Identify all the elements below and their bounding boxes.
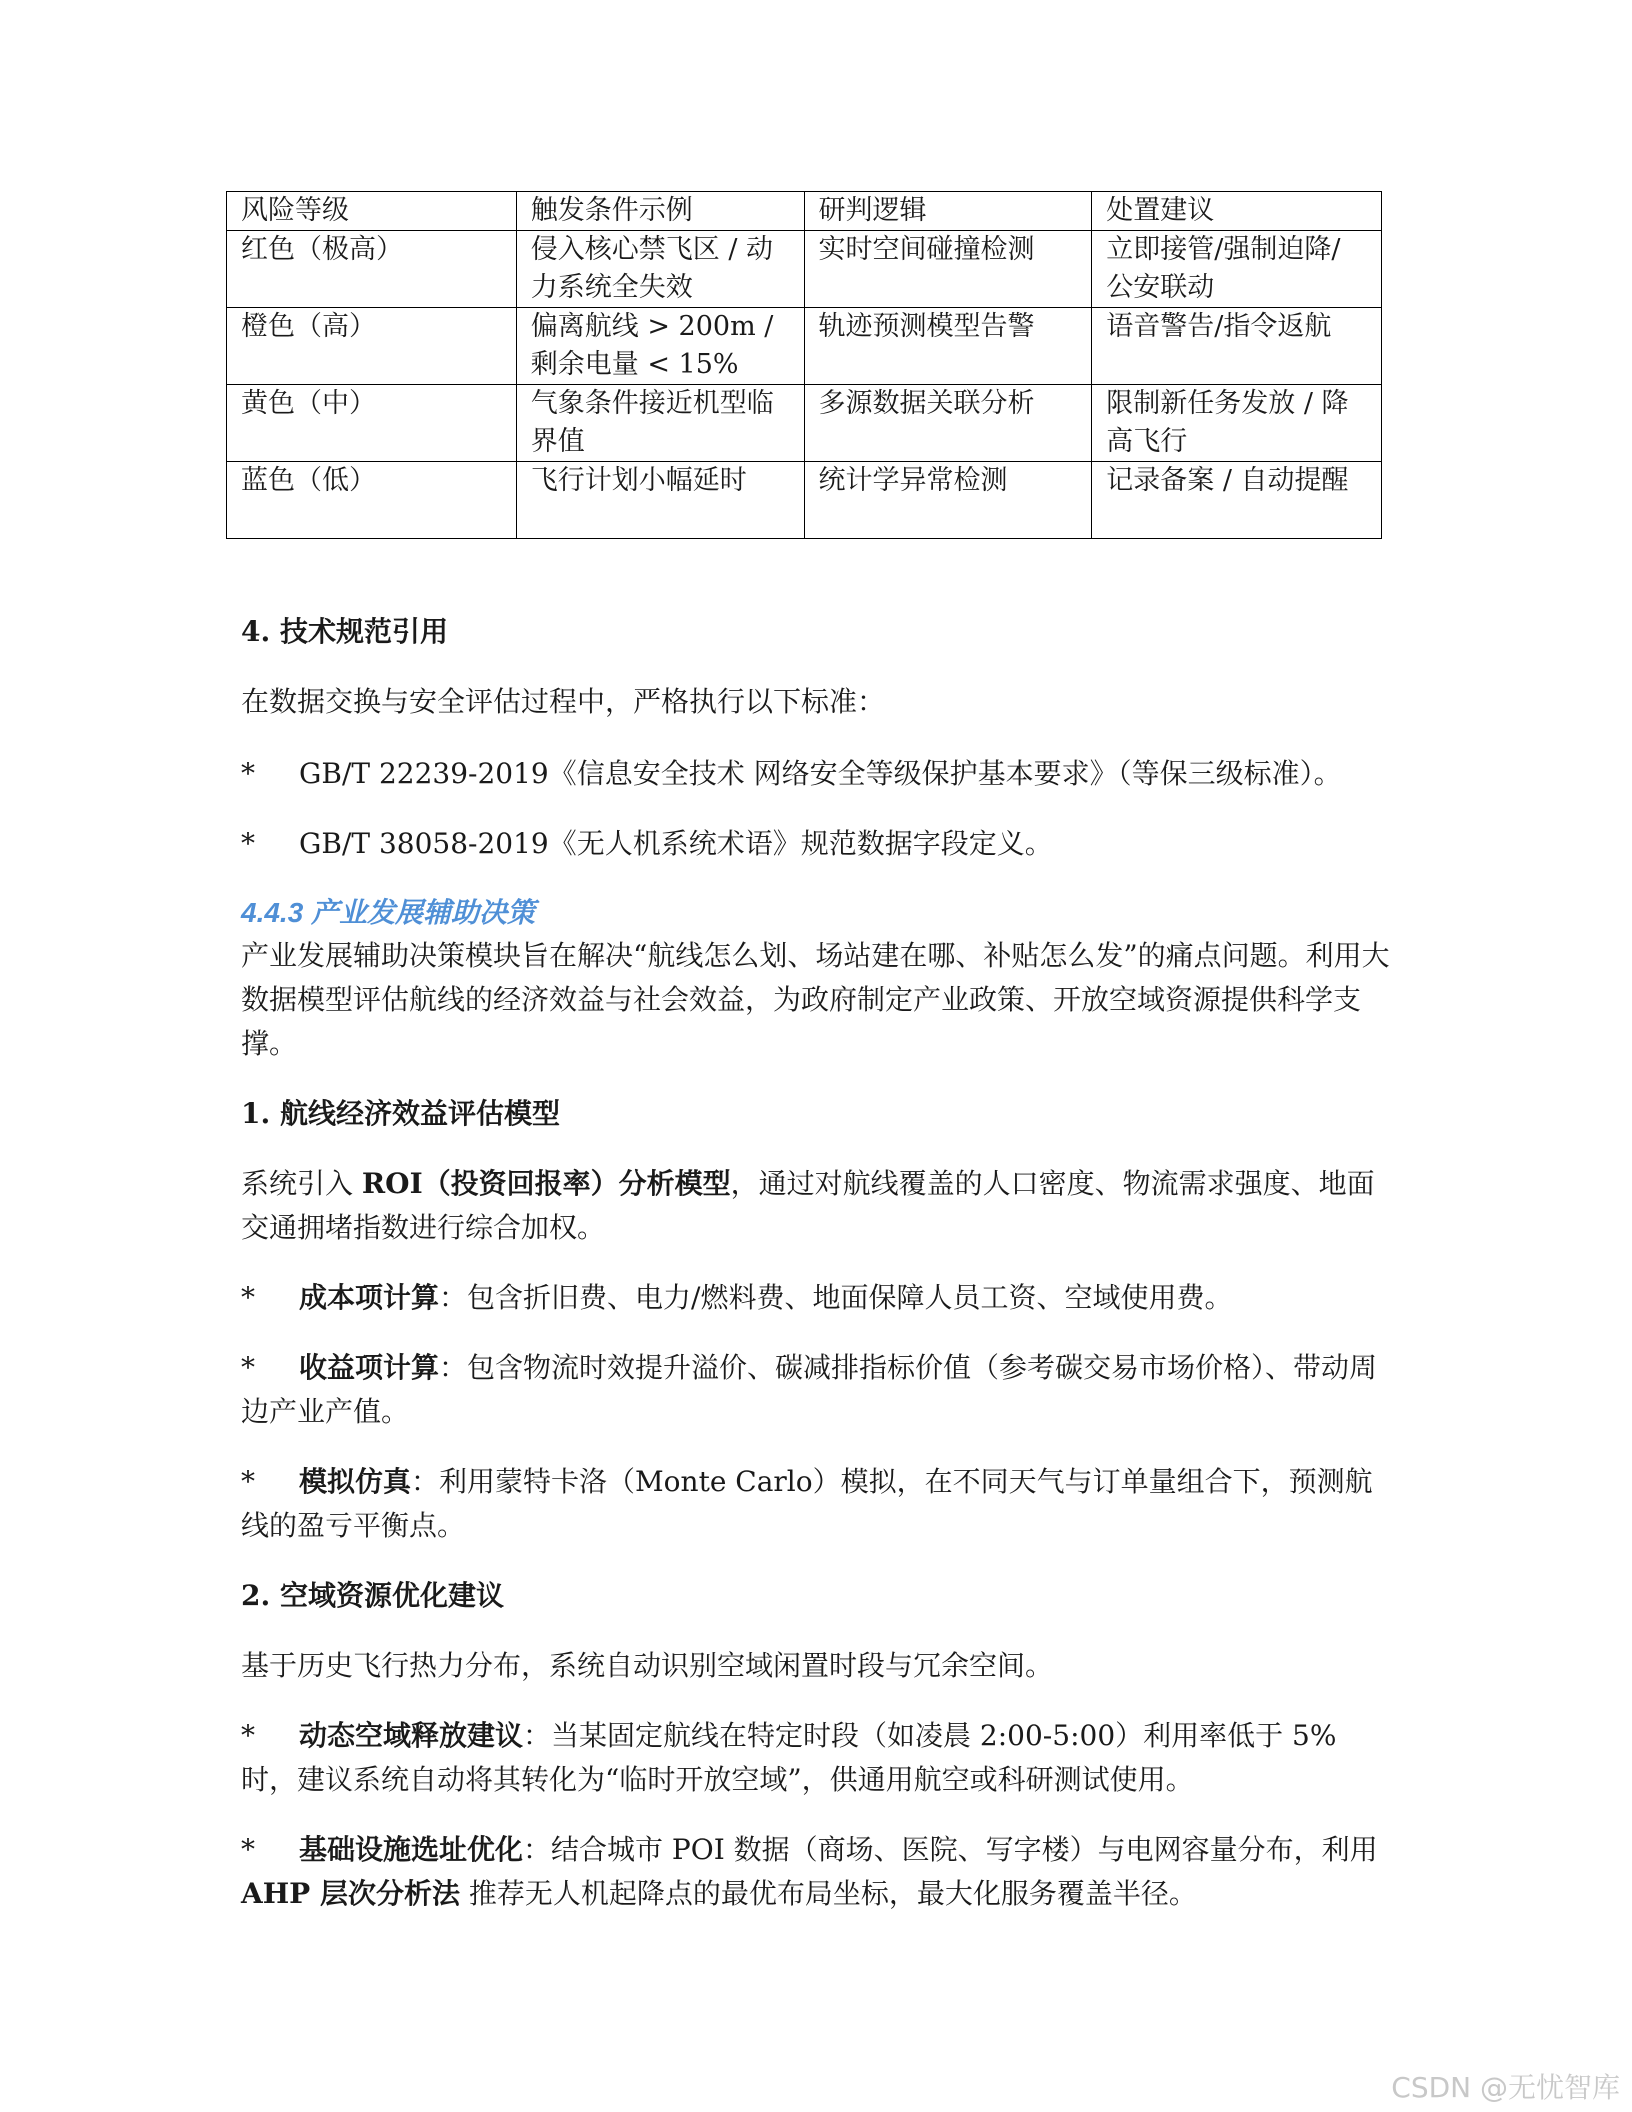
bullet-icon: * xyxy=(241,1719,255,1752)
bullet-icon: * xyxy=(241,1465,255,1498)
table-row xyxy=(227,308,1382,385)
list-item-label: 模拟仿真 xyxy=(299,1465,412,1498)
section-intro: 产业发展辅助决策模块旨在解决“航线怎么划、场站建在哪、补贴怎么发”的痛点问题。利用大数据模型评估航线的经济效益与社会效益，为政府制定产业政策、开放空域资源提供科学支撑。 xyxy=(241,939,1390,1060)
intro-bold: ROI（投资回报率）分析模型 xyxy=(361,1167,731,1200)
table-row xyxy=(227,385,1382,462)
cell-trigger: 飞行计划小幅延时 xyxy=(516,462,804,539)
list-item-text: GB/T 22239-2019《信息安全技术 网络安全等级保护基本要求》（等保三级标准）。 xyxy=(299,757,1342,790)
header-risk-level: 风险等级 xyxy=(227,192,517,231)
list-item-label: 基础设施选址优化 xyxy=(299,1833,524,1866)
list-item xyxy=(241,822,1391,866)
list-item-bold: AHP 层次分析法 xyxy=(241,1877,460,1910)
risk-level-table xyxy=(226,191,1382,539)
cell-trigger: 侵入核心禁飞区 / 动力系统全失效 xyxy=(516,231,804,308)
header-trigger: 触发条件示例 xyxy=(516,192,804,231)
list-item xyxy=(241,1460,1391,1548)
tech-spec-intro: 在数据交换与安全评估过程中，严格执行以下标准： xyxy=(241,685,886,718)
airspace-heading: 2. 空域资源优化建议 xyxy=(241,1579,504,1612)
list-item-label: 成本项计算 xyxy=(299,1281,440,1314)
bullet-icon: * xyxy=(241,1833,255,1866)
intro-prefix: 系统引入 xyxy=(241,1167,362,1200)
economic-model-heading: 1. 航线经济效益评估模型 xyxy=(241,1097,560,1130)
watermark: CSDN @无忧智库 xyxy=(1391,2071,1620,2104)
tech-spec-heading: 4. 技术规范引用 xyxy=(241,615,448,648)
list-item xyxy=(241,1346,1391,1434)
list-item-text: 推荐无人机起降点的最优布局坐标，最大化服务覆盖半径。 xyxy=(459,1877,1197,1910)
list-item xyxy=(241,1714,1391,1802)
header-action: 处置建议 xyxy=(1092,192,1382,231)
cell-logic: 多源数据关联分析 xyxy=(804,385,1092,462)
list-item-text: ：当某固定航线在特定时段（如凌晨 2:00-5:00）利用率低于 5% 时，建议系统自动将其转化为“临时开放空域”，供通用航空或科研测试使用。 xyxy=(241,1719,1337,1796)
cell-logic: 轨迹预测模型告警 xyxy=(804,308,1092,385)
cell-logic: 实时空间碰撞检测 xyxy=(804,231,1092,308)
list-item xyxy=(241,1828,1391,1916)
bullet-icon: * xyxy=(241,827,255,860)
economic-model-intro xyxy=(241,1162,1391,1250)
bullet-icon: * xyxy=(241,1281,255,1314)
list-item-text: ：包含折旧费、电力/燃料费、地面保障人员工资、空域使用费。 xyxy=(439,1281,1233,1314)
list-item-text: GB/T 38058-2019《无人机系统术语》规范数据字段定义。 xyxy=(299,827,1053,860)
cell-trigger: 偏离航线 > 200m / 剩余电量 < 15% xyxy=(516,308,804,385)
table-header-row xyxy=(227,192,1382,231)
list-item-text: ：结合城市 POI 数据（商场、医院、写字楼）与电网容量分布，利用 xyxy=(523,1833,1378,1866)
cell-action: 记录备案 / 自动提醒 xyxy=(1092,462,1382,539)
cell-level: 橙色（高） xyxy=(227,308,517,385)
airspace-intro: 基于历史飞行热力分布，系统自动识别空域闲置时段与冗余空间。 xyxy=(241,1649,1054,1682)
table-row xyxy=(227,231,1382,308)
list-item xyxy=(241,1276,1391,1320)
cell-trigger: 气象条件接近机型临界值 xyxy=(516,385,804,462)
section-title: 4.4.3 产业发展辅助决策 xyxy=(241,897,536,928)
cell-level: 蓝色（低） xyxy=(227,462,517,539)
list-item xyxy=(241,752,1391,796)
cell-logic: 统计学异常检测 xyxy=(804,462,1092,539)
list-item-label: 收益项计算 xyxy=(299,1351,440,1384)
list-item-text: ：包含物流时效提升溢价、碳减排指标价值（参考碳交易市场价格）、带动周边产业产值。 xyxy=(241,1351,1378,1428)
cell-level: 红色（极高） xyxy=(227,231,517,308)
cell-level: 黄色（中） xyxy=(227,385,517,462)
bullet-icon: * xyxy=(241,757,255,790)
cell-action: 语音警告/指令返航 xyxy=(1092,308,1382,385)
list-item-text: ：利用蒙特卡洛（Monte Carlo）模拟，在不同天气与订单量组合下，预测航线的盈亏平衡点。 xyxy=(241,1465,1373,1542)
list-item-label: 动态空域释放建议 xyxy=(299,1719,524,1752)
cell-action: 立即接管/强制迫降/公安联动 xyxy=(1092,231,1382,308)
header-logic: 研判逻辑 xyxy=(804,192,1092,231)
cell-action: 限制新任务发放 / 降高飞行 xyxy=(1092,385,1382,462)
intro-suffix: ，通过对航线覆盖的人口密度、物流需求强度、地面交通拥堵指数进行综合加权。 xyxy=(241,1167,1375,1244)
table-row xyxy=(227,462,1382,539)
bullet-icon: * xyxy=(241,1351,255,1384)
